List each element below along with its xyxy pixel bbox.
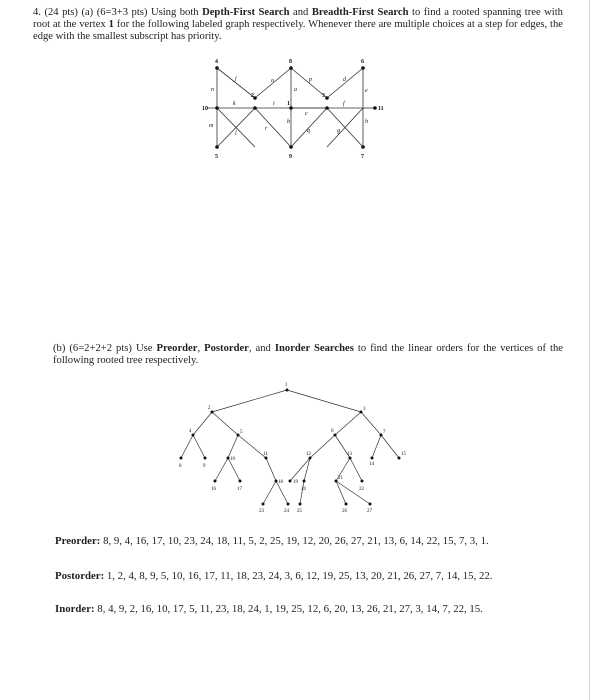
- graph-vertex: [253, 106, 257, 110]
- vertex-label: 2: [251, 93, 254, 99]
- postorder-answer: [55, 570, 575, 582]
- tree-node-label: 27: [367, 509, 372, 514]
- vertex-label: 1: [287, 101, 290, 107]
- graph-vertex: [289, 145, 293, 149]
- graph-vertex: [215, 145, 219, 149]
- tree-node-label: 25: [297, 509, 302, 514]
- preorder-label: Preorder:: [55, 535, 101, 547]
- vertex-label: 7: [361, 154, 364, 160]
- postorder-sequence: 1, 2, 4, 8, 9, 5, 10, 16, 17, 11, 18, 23, 24, 3, 6, 12, 19, 25, 13, 20, 21, 26, 27, 7, 14, 15, 22.: [106, 570, 493, 582]
- rooted-tree: [160, 378, 430, 528]
- vertex-label: 8: [289, 59, 292, 65]
- bfs-term: Breadth-First Search: [311, 7, 409, 18]
- tree-node-label: 16: [211, 487, 216, 492]
- edge-label: k: [233, 101, 236, 107]
- edge-label: r: [265, 126, 268, 132]
- tree-node-label: 24: [284, 509, 289, 514]
- graph-vertex: [325, 96, 329, 100]
- problem-statement-b: (b) (6=2+2+2 pts) Use Preorder, Postorder, and Inorder Searches to find the linear orders for the vertices of the following rooted tree respectively.: [53, 343, 563, 366]
- graph-vertex: [215, 106, 219, 110]
- inorder-sequence: 8, 4, 9, 2, 16, 10, 17, 5, 11, 23, 18, 24, 1, 19, 25, 12, 6, 20, 13, 26, 21, 27, 3, 14, 7, 22, 15.: [97, 603, 483, 615]
- vertex-label: 5: [215, 154, 218, 160]
- labeled-graph: [195, 55, 395, 175]
- tree-node-label: 11: [263, 452, 268, 457]
- tree-node: [239, 480, 242, 483]
- tree-node: [180, 457, 183, 460]
- edge-label: j: [235, 76, 237, 82]
- postorder-term: Postorder: [204, 343, 249, 354]
- edge-label: e: [365, 88, 368, 94]
- inorder-label: Inorder:: [55, 603, 95, 615]
- preorder-sequence: 8, 9, 4, 16, 17, 10, 23, 24, 18, 11, 5, 2, 25, 19, 12, 20, 26, 27, 21, 13, 6, 14, 22, 15, 7, 3, 1.: [103, 535, 489, 547]
- tree-node-label: 3: [363, 407, 366, 412]
- edge-label: l: [235, 131, 237, 137]
- tree-node: [369, 503, 372, 506]
- vertex-label: 3: [322, 93, 325, 99]
- tree-node-label: 20: [301, 487, 306, 492]
- tree-node-label: 14: [369, 462, 374, 467]
- postorder-label: Postorder:: [55, 570, 105, 582]
- vertex-label: 10: [202, 106, 208, 112]
- tree-node-label: 18: [278, 480, 283, 485]
- edge-label: b: [287, 119, 290, 125]
- edge-label: d: [343, 77, 346, 83]
- edge-label: m: [209, 123, 214, 129]
- tree-node-label: 1: [285, 383, 288, 388]
- edge-label: c: [305, 111, 308, 117]
- graph-vertex: [325, 106, 329, 110]
- tree-node: [287, 503, 290, 506]
- tree-node-label: 13: [347, 452, 352, 457]
- graph-vertex: [373, 106, 377, 110]
- tree-node: [192, 434, 195, 437]
- vertex-label: 11: [378, 106, 384, 112]
- tree-node: [214, 480, 217, 483]
- tree-node: [371, 457, 374, 460]
- graph-vertex: [361, 145, 365, 149]
- graph-vertex: [361, 66, 365, 70]
- page-edge-divider: [589, 0, 590, 700]
- vertex-label: 6: [361, 59, 364, 65]
- tree-node-label: 6: [331, 429, 334, 434]
- problem-number: 4.: [33, 7, 41, 18]
- tree-node: [289, 480, 292, 483]
- tree-node-label: 10: [230, 457, 235, 462]
- tree-node-label: 5: [240, 430, 243, 435]
- tree-node-label: 23: [259, 509, 264, 514]
- graph-vertex: [215, 66, 219, 70]
- tree-node-label: 17: [237, 487, 242, 492]
- tree-node-label: 19: [293, 480, 298, 485]
- tree-node: [286, 389, 289, 392]
- preorder-term: Preorder: [156, 343, 198, 354]
- tree-node-label: 9: [203, 464, 206, 469]
- problem-statement-a: 4. (24 pts) (a) (6=3+3 pts) Using both Depth-First Search and Breadth-First Search to find a rooted spanning tree with root at the vertex 1 for the following labeled graph respectively. Whenever there are multiple choices at a step for edges, the edge with the smallest subscript has priority.: [33, 7, 563, 42]
- tree-node: [345, 503, 348, 506]
- tree-node-label: 4: [189, 429, 192, 434]
- tree-node-label: 21: [338, 476, 343, 481]
- tree-node: [262, 503, 265, 506]
- tree-node-label: 26: [342, 509, 347, 514]
- tree-node-label: 7: [383, 430, 386, 435]
- edge-label: n: [211, 87, 214, 93]
- tree-node-label: 22: [359, 487, 364, 492]
- tree-node-label: 8: [179, 464, 182, 469]
- edge-label: o: [271, 78, 274, 84]
- tree-node: [211, 411, 214, 414]
- tree-node: [299, 503, 302, 506]
- inorder-answer: [55, 603, 575, 615]
- preorder-answer: [55, 535, 575, 547]
- edge-label: p: [309, 77, 312, 83]
- dfs-term: Depth-First Search: [202, 7, 290, 18]
- tree-node: [204, 457, 207, 460]
- tree-node-label: 12: [306, 452, 311, 457]
- tree-node: [361, 480, 364, 483]
- vertex-label: 9: [289, 154, 292, 160]
- edge-label: a: [294, 87, 297, 93]
- tree-node-label: 2: [208, 406, 211, 411]
- edge-label: q: [307, 128, 310, 134]
- graph-vertex: [289, 66, 293, 70]
- tree-node: [334, 434, 337, 437]
- edge-label: f: [343, 101, 345, 107]
- vertex-label: 4: [215, 59, 218, 65]
- tree-node-label: 15: [401, 452, 406, 457]
- edge-label: g: [337, 128, 340, 134]
- edge-label: i: [273, 101, 275, 107]
- edge-label: h: [365, 119, 368, 125]
- inorder-term: Inorder Searches: [274, 343, 354, 354]
- tree-node: [303, 480, 306, 483]
